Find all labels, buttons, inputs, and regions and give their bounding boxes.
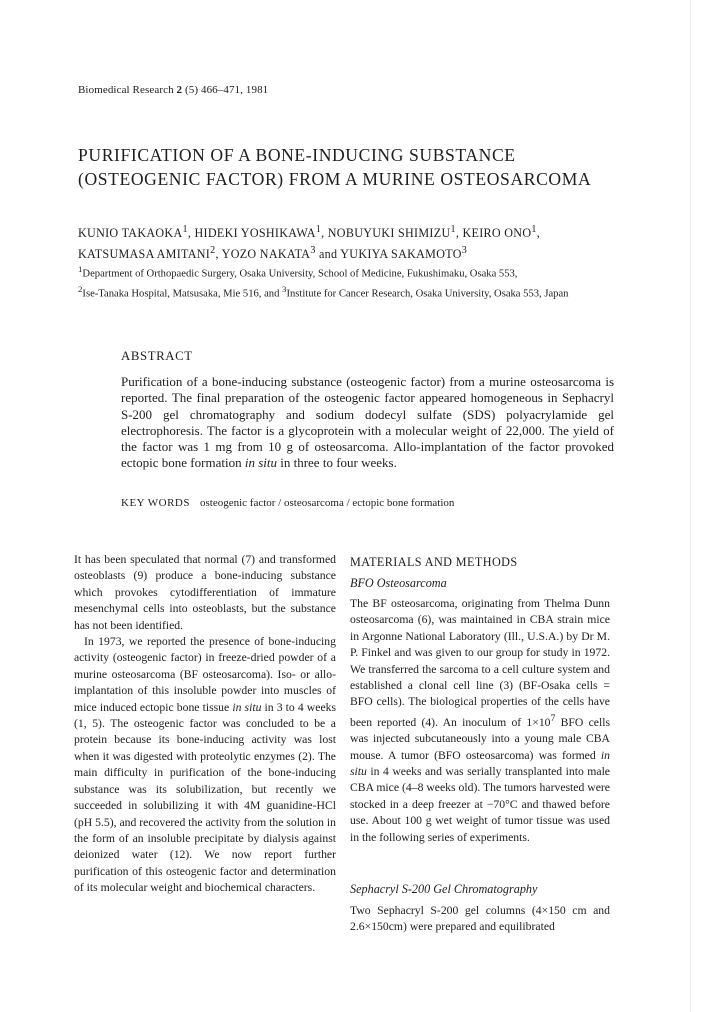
keywords	[121, 497, 454, 509]
title-line-2: (OSTEOGENIC FACTOR) FROM A MURINE OSTEOSARCOMA	[78, 169, 592, 189]
keywords-text: osteogenic factor / osteosarcoma / ectopic bone formation	[199, 497, 455, 509]
title-line-1: PURIFICATION OF A BONE-INDUCING SUBSTANCE	[78, 145, 516, 165]
journal-volume: 2	[176, 84, 183, 96]
affiliations: $^1$Department of Orthopaedic Surgery, Osaka University, School of Medicine, Fukushimaku, Osaka 553, $^2$Ise-Tanaka Hospital, Matsusaka, Mie 516, and $^3$Institute for Cancer Research, Osaka University, Osaka 553, Japan	[78, 264, 569, 300]
sephacryl-paragraph: Two Sephacryl S-200 gel columns (4×150 cm and 2.6×150cm) were prepared and equilibrated	[350, 904, 610, 934]
keywords-label: KEY WORDS	[121, 497, 190, 509]
methods-paragraph-1: The BF osteosarcoma, originating from Thelma Dunn osteosarcoma (6), was maintained in CBA strain mice in Argonne National Laboratory (Ill., U.S.A.) by Dr M. P. Finkel and was given to our group for study in 1972. We transferred the sarcoma to a cell culture system and established a clonal cell line (3) (BF-Osaka cells = BFO cells). The biological properties of the cells have been reported (4). An inoculum of $1\times 10^7$ BFO cells was injected subcutaneously into a young male CBA mouse. A tumor (BFO osteosarcoma) was formed in situ in 4 weeks and was serially transplanted into male CBA mice (4–8 weeks old). The tumors harvested were stocked in a deep freezer at −70°C and thawed before use. About 100 g wet weight of tumor tissue was used in the following series of experiments.	[350, 597, 611, 844]
subheading-bfo-osteosarcoma: BFO Osteosarcoma	[350, 576, 447, 590]
methods-column	[350, 596, 610, 846]
abstract-heading: ABSTRACT	[121, 349, 193, 363]
scan-edge-line	[690, 0, 691, 1012]
subheading-sephacryl: Sephacryl S-200 Gel Chromatography	[350, 882, 538, 896]
intro-paragraph-2: In 1973, we reported the presence of bone-inducing activity (osteogenic factor) in freeze-dried powder of a murine osteosarcoma (BF osteosarcoma). Iso- or allo-implantation of this insoluble powder into muscles of mice induced ectopic bone tissue in situ in 3 to 4 weeks (1, 5). The osteogenic factor was concluded to be a protein because its bone-inducing activity was lost when it was digested with proteolytic enzymes (2). The main difficulty in purification of the bone-inducing substance was its solubilization, but recently we succeeded in solubilizing it with 4M guanidine-HCl (pH 5.5), and recovered the activity from the solution in the form of an insoluble precipitate by dialysis against deionized water (12). We now report further purification of this osteogenic factor and determination of its molecular weight and biochemical characters.	[74, 635, 337, 895]
intro-paragraph-1: It has been speculated that normal (7) and transformed osteoblasts (9) produce a bone-inducing substance which provokes cytodifferentiation of immature mesenchymal cells into osteoblasts, but the substance has not been identified.	[74, 553, 336, 632]
journal-citation: Biomedical Research 2 (5) 466–471, 1981	[78, 84, 269, 96]
abstract-text: Purification of a bone-inducing substance (osteogenic factor) from a murine osteosarcoma is reported. The final preparation of the osteogenic factor appeared homogeneous in Sephacryl S-200 gel chromatography and sodium dodecyl sulfate (SDS) polyacrylamide gel electrophoresis. The factor is a glycoprotein with a molecular weight of 22,000. The yield of the factor was 1 mg from 10 g of osteosarcoma. Allo-implantation of the factor provoked ectopic bone formation in situ in three to four weeks.	[121, 374, 614, 471]
section-heading-methods: MATERIALS AND METHODS	[350, 555, 518, 569]
paper-title	[78, 143, 638, 191]
introduction-column	[74, 552, 336, 897]
author-list: KUNIO TAKAOKA$^1$, HIDEKI YOSHIKAWA$^1$, NOBUYUKI SHIMIZU$^1$, KEIRO ONO$^1$, KATSUMASA AMITANI$^2$, YOZO NAKATA$^3$ and YUKIYA SAKAMOTO$^3$	[78, 224, 541, 262]
